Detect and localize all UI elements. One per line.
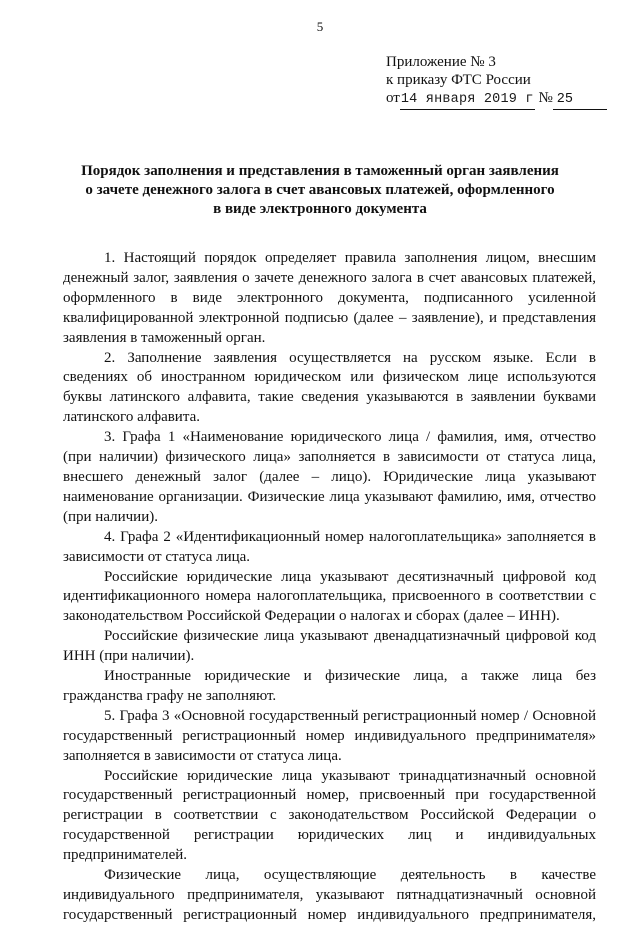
paragraph-8: 5. Графа 3 «Основной государственный регистрационный номер / Основной государственный регистрационный номер индивидуального предпринимателя» заполняется в зависимости от статуса лица.	[63, 707, 596, 764]
paragraph-5: Российские юридические лица указывают десятизначный цифровой код идентификационного номера налогоплательщика, присвоенного в соответствии с законодательством Российской Федерации о налогах и сборах (далее – ИНН).	[63, 568, 596, 625]
paragraph-10: Физические лица, осуществляющие деятельность в качестве индивидуального предпринимателя, указывают пятнадцатизначный основной государственный регистрационный номер индивидуального предпринимателя,	[63, 867, 596, 923]
document-title-line-3: в виде электронного документа	[213, 201, 427, 217]
document-title	[70, 162, 570, 219]
appendix-title: Приложение № 3	[386, 54, 496, 70]
paragraph-3: 3. Графа 1 «Наименование юридического лица / фамилия, имя, отчество (при наличии) физического лица» заполняется в зависимости от статуса лица, внесшего денежный залог (далее – лицо). Юридические лица указывают наименование организации. Физические лица указывают фамилию, имя, отчество (при наличии).	[63, 429, 596, 525]
paragraph-1: 1. Настоящий порядок определяет правила заполнения лицом, внесшим денежный залог, заявления о зачете денежного залога в счет авансовых платежей, оформленного в виде электронного документа, подписанного усиленной квалифицированной электронной подписью (далее – заявление), и представления заявления в таможенный орган.	[63, 250, 596, 346]
appendix-date-line	[386, 89, 607, 110]
document-title-line-1: Порядок заполнения и представления в таможенный орган заявления	[81, 163, 559, 179]
appendix-date-prefix: от	[386, 90, 400, 106]
paragraph-2: 2. Заполнение заявления осуществляется на русском языке. Если в сведениях об иностранном юридическом или физическом лице используются буквы латинского алфавита, такие сведения указываются в заявлении буквами латинского алфавита.	[63, 349, 596, 426]
paragraph-7: Иностранные юридические и физические лица, а также лица без гражданства графу не заполняют.	[63, 668, 596, 704]
page-number: 5	[316, 19, 324, 34]
document-title-line-2: о зачете денежного залога в счет авансовых платежей, оформленного	[85, 182, 555, 198]
paragraph-6: Российские физические лица указывают двенадцатизначный цифровой код ИНН (при наличии).	[63, 628, 596, 665]
appendix-number-value: 25	[553, 91, 607, 110]
appendix-number-prefix: №	[538, 90, 553, 106]
paragraph-4: 4. Графа 2 «Идентификационный номер налогоплательщика» заполняется в зависимости от статуса лица.	[63, 528, 596, 565]
appendix-order-reference: к приказу ФТС России	[386, 72, 531, 88]
appendix-header	[386, 53, 607, 110]
paragraph-9: Российские юридические лица указывают тринадцатизначный основной государственный регистрационный номер, присвоенный при государственной регистрации в соответствии с законодательством Российской Федерации о государственной регистрации юридических лиц и индивидуальных предпринимателей.	[63, 767, 596, 864]
document-body	[63, 249, 596, 926]
appendix-date-value: 14 января 2019 г	[400, 91, 535, 110]
